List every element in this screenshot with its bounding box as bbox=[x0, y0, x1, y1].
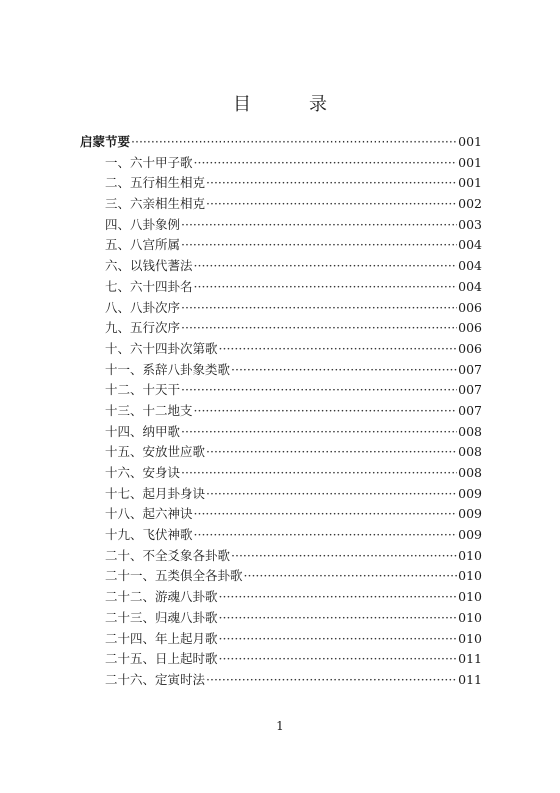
toc-entry-page: 011 bbox=[458, 651, 482, 667]
toc-entry-page: 007 bbox=[458, 402, 482, 418]
toc-entry-label: 十七、起月卦身诀 bbox=[105, 485, 206, 501]
toc-entry[interactable] bbox=[80, 298, 482, 319]
toc-section-heading[interactable] bbox=[80, 132, 482, 153]
toc-entry-label: 二十六、定寅时法 bbox=[105, 671, 206, 687]
toc-dot-leader bbox=[206, 173, 457, 194]
toc-entry-label: 十六、安身诀 bbox=[105, 465, 181, 480]
toc-entry[interactable] bbox=[80, 235, 482, 256]
toc-entry-label: 一、六十甲子歌 bbox=[105, 154, 193, 170]
toc-entry-page: 007 bbox=[458, 361, 482, 377]
toc-dot-leader bbox=[219, 587, 458, 608]
toc-dot-leader bbox=[194, 504, 458, 525]
toc-entry[interactable] bbox=[80, 401, 482, 422]
toc-dot-leader bbox=[131, 132, 457, 153]
toc-dot-leader bbox=[181, 235, 457, 256]
toc-entry-page: 009 bbox=[458, 506, 482, 522]
toc-dot-leader bbox=[219, 629, 458, 650]
toc-entry[interactable] bbox=[80, 339, 482, 360]
toc-entry-label: 七、六十四卦名 bbox=[105, 278, 193, 294]
toc-entry-label: 二十一、五类俱全各卦歌 bbox=[105, 568, 243, 584]
toc-entry-label: 二十三、归魂八卦歌 bbox=[105, 609, 218, 625]
toc-entry-label: 四、八卦象例 bbox=[105, 216, 181, 232]
toc-dot-leader bbox=[219, 608, 458, 629]
toc-dot-leader bbox=[206, 442, 457, 463]
toc-entry[interactable] bbox=[80, 546, 482, 567]
toc-entry-label: 十九、飞伏神歌 bbox=[105, 527, 193, 543]
toc-entry[interactable] bbox=[80, 360, 482, 381]
toc-dot-leader bbox=[181, 215, 457, 236]
toc-entry-page: 010 bbox=[458, 547, 482, 563]
toc-entry-page: 002 bbox=[458, 196, 482, 212]
toc-entry-label: 十、六十四卦次第歌 bbox=[105, 340, 218, 356]
toc-entry-page: 001 bbox=[458, 154, 482, 170]
toc-entry[interactable] bbox=[80, 629, 482, 650]
toc-entry-page: 004 bbox=[458, 278, 482, 294]
toc-dot-leader bbox=[181, 380, 457, 401]
toc-entry[interactable] bbox=[80, 318, 482, 339]
toc-dot-leader bbox=[206, 484, 457, 505]
toc-entry-label: 二十、不全爻象各卦歌 bbox=[105, 547, 231, 563]
toc-entry[interactable] bbox=[80, 463, 482, 484]
toc-entry[interactable] bbox=[80, 566, 482, 587]
toc-dot-leader bbox=[219, 649, 458, 670]
toc-dot-leader bbox=[194, 277, 458, 298]
toc-entry-page: 011 bbox=[458, 671, 482, 687]
toc-entry-page: 009 bbox=[458, 527, 482, 543]
toc-dot-leader bbox=[181, 298, 457, 319]
toc-section-page: 001 bbox=[458, 134, 482, 149]
toc-entry[interactable] bbox=[80, 587, 482, 608]
toc-entry-label: 二十四、年上起月歌 bbox=[105, 630, 218, 646]
toc-dot-leader bbox=[231, 546, 457, 567]
page-title: 目 录 bbox=[233, 94, 347, 115]
toc-entry-label: 十五、安放世应歌 bbox=[105, 444, 206, 460]
toc-dot-leader bbox=[181, 463, 457, 484]
toc-entry-page: 007 bbox=[458, 382, 482, 398]
page-number: 1 bbox=[276, 719, 284, 733]
toc-entry-page: 009 bbox=[458, 485, 482, 501]
toc-entry[interactable] bbox=[80, 215, 482, 236]
toc-entry[interactable] bbox=[80, 484, 482, 505]
toc-entry-label: 十二、十天干 bbox=[105, 382, 181, 398]
toc-entry-page: 010 bbox=[458, 609, 482, 625]
toc-dot-leader bbox=[231, 360, 457, 381]
toc-entry-page: 008 bbox=[458, 465, 482, 480]
toc-entry[interactable] bbox=[80, 649, 482, 670]
toc-entry-label: 三、六亲相生相克 bbox=[105, 196, 206, 212]
toc-entry-page: 010 bbox=[458, 630, 482, 646]
toc-entry[interactable] bbox=[80, 504, 482, 525]
toc-entry[interactable] bbox=[80, 442, 482, 463]
toc-entry-page: 004 bbox=[458, 237, 482, 253]
toc-entry[interactable] bbox=[80, 608, 482, 629]
toc-entry-label: 二十五、日上起时歌 bbox=[105, 651, 218, 667]
toc-entry[interactable] bbox=[80, 525, 482, 546]
toc-entry-page: 003 bbox=[458, 216, 482, 232]
toc-dot-leader bbox=[181, 422, 457, 443]
toc-entry[interactable] bbox=[80, 422, 482, 443]
toc-entry-page: 008 bbox=[458, 423, 482, 439]
toc-dot-leader bbox=[219, 339, 458, 360]
toc-dot-leader bbox=[194, 256, 458, 277]
toc-dot-leader bbox=[206, 194, 457, 215]
toc-entry[interactable] bbox=[80, 194, 482, 215]
toc-entry-page: 006 bbox=[458, 340, 482, 356]
toc-entry-page: 004 bbox=[458, 258, 482, 274]
toc-entry-label: 十四、纳甲歌 bbox=[105, 423, 181, 439]
table-of-contents bbox=[80, 132, 482, 691]
toc-dot-leader bbox=[244, 566, 458, 587]
toc-dot-leader bbox=[194, 401, 458, 422]
toc-entry-label: 八、八卦次序 bbox=[105, 299, 181, 315]
toc-entry[interactable] bbox=[80, 277, 482, 298]
toc-entry-label: 十三、十二地支 bbox=[105, 402, 193, 418]
toc-dot-leader bbox=[194, 525, 458, 546]
toc-entry-page: 010 bbox=[458, 568, 482, 584]
toc-dot-leader bbox=[194, 153, 458, 174]
toc-entry[interactable] bbox=[80, 173, 482, 194]
toc-entry-label: 五、八宫所属 bbox=[105, 237, 181, 253]
toc-dot-leader bbox=[181, 318, 457, 339]
toc-entry-page: 010 bbox=[458, 589, 482, 605]
toc-entry-page: 008 bbox=[458, 444, 482, 460]
toc-entry-label: 十一、系辞八卦象类歌 bbox=[105, 361, 231, 377]
toc-entry-page: 006 bbox=[458, 299, 482, 315]
toc-entry-label: 九、五行次序 bbox=[105, 320, 181, 336]
toc-entry-list bbox=[80, 153, 482, 691]
toc-entry[interactable] bbox=[80, 670, 482, 691]
toc-dot-leader bbox=[206, 670, 457, 691]
toc-entry[interactable] bbox=[80, 153, 482, 174]
toc-entry-label: 十八、起六神诀 bbox=[105, 506, 193, 522]
toc-entry-label: 二十二、游魂八卦歌 bbox=[105, 589, 218, 605]
toc-entry[interactable] bbox=[80, 380, 482, 401]
toc-entry[interactable] bbox=[80, 256, 482, 277]
toc-entry-page: 001 bbox=[458, 175, 482, 191]
toc-entry-page: 006 bbox=[458, 320, 482, 336]
toc-entry-label: 二、五行相生相克 bbox=[105, 175, 206, 191]
toc-entry-label: 六、以钱代蓍法 bbox=[105, 258, 193, 274]
toc-section-label: 启蒙节要 bbox=[80, 134, 131, 149]
